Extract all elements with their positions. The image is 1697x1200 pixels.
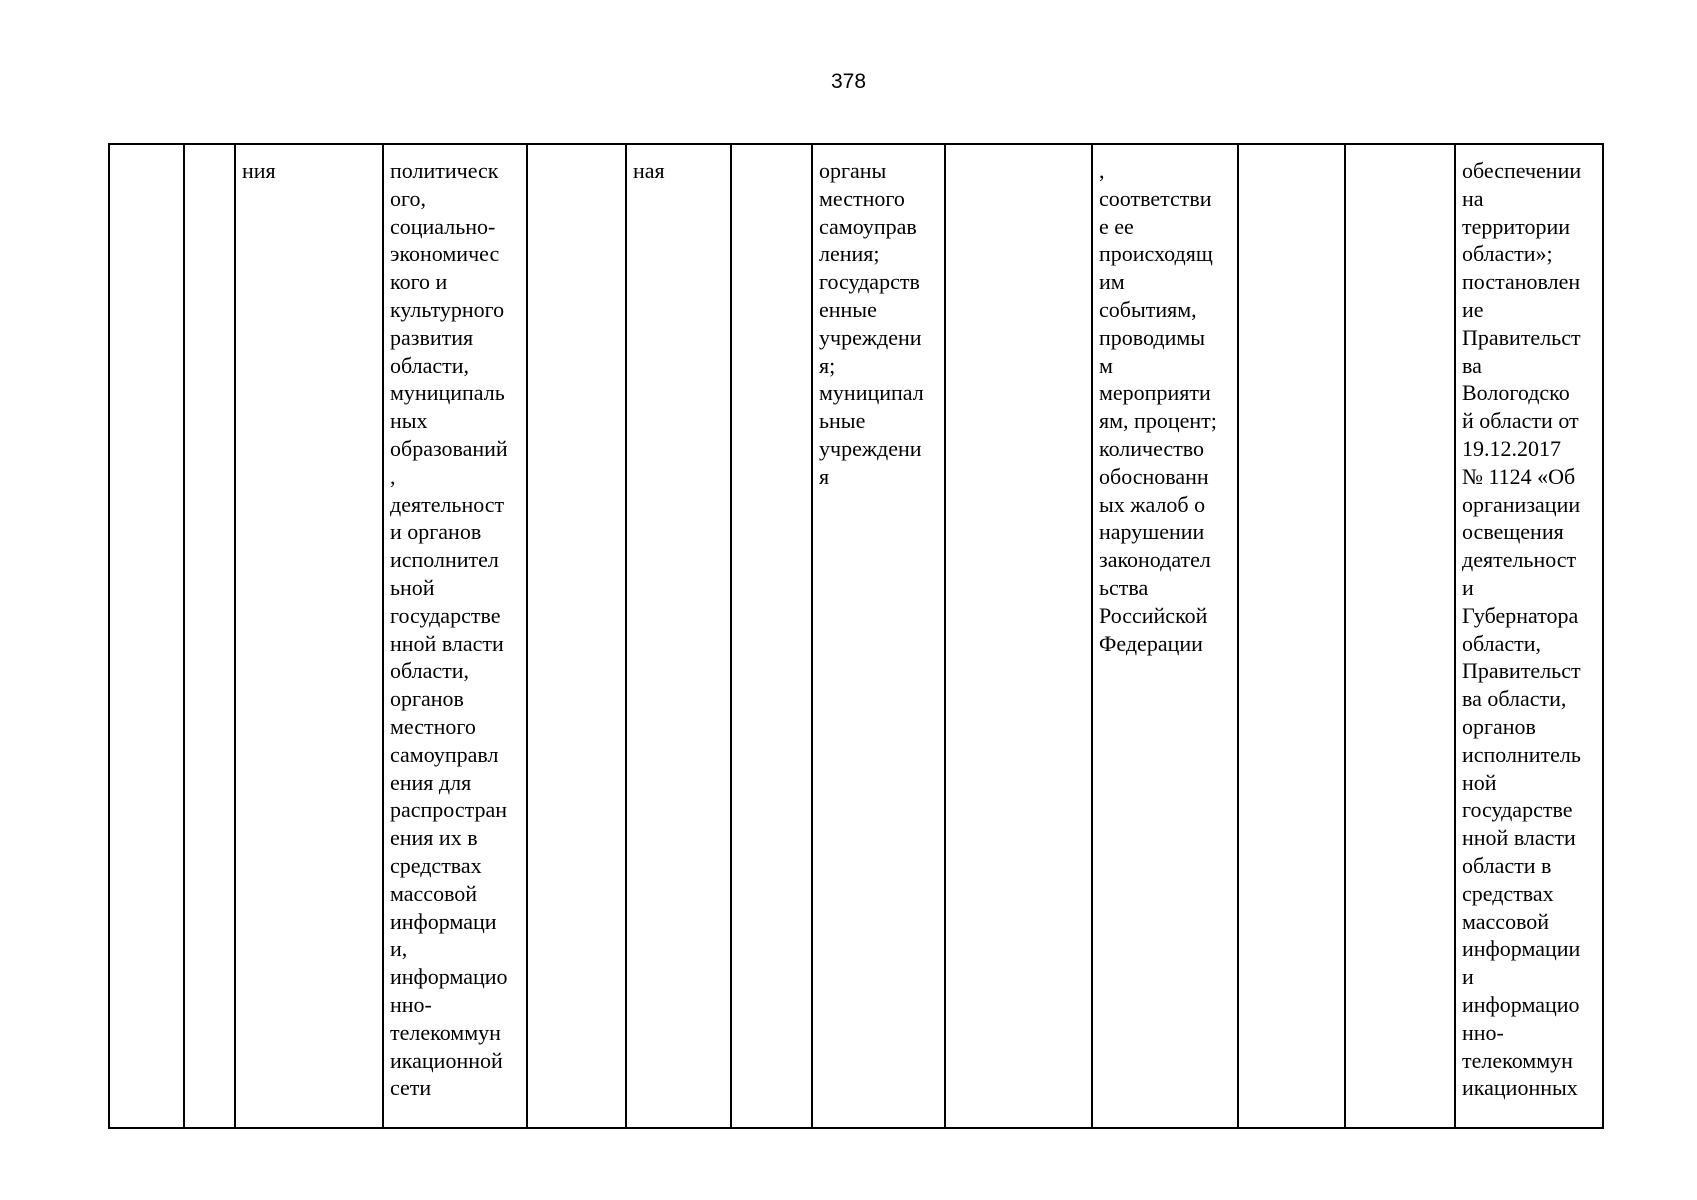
table-cell-7: [731, 144, 812, 1128]
table-cell-11: [1238, 144, 1345, 1128]
table-cell-8: органы местного самоуправ ления; государств енные учреждени я; муниципал ьные учреждени я: [812, 144, 945, 1128]
table-cell-2: [184, 144, 235, 1128]
table-cell-10: , соответстви е ее происходящ им событиям, проводимы м мероприяти ям, процент; количество обоснованн ых жалоб о нарушении законодател ьства Российской Федерации: [1092, 144, 1238, 1128]
table-cell-12: [1345, 144, 1455, 1128]
table-cell-13: обеспечении на территории области»; постановлен ие Правительст ва Вологодско й области от 19.12.2017 № 1124 «Об организации освещения деятельност и Губернатора области, Правительст ва области, органов исполнитель ной государстве нной власти области в средствах массовой информации и информацио нно- телекоммун икационных: [1455, 144, 1603, 1128]
table-cell-3: ния: [235, 144, 383, 1128]
table-row: [109, 144, 1603, 1128]
table-cell-5: [527, 144, 626, 1128]
page-number: 378: [830, 70, 867, 93]
table-cell-6: ная: [626, 144, 731, 1128]
table-cell-1: [109, 144, 184, 1128]
table-cell-4: политическ ого, социально- экономичес кого и культурного развития области, муниципаль ных образований , деятельност и органов исполнител ьной государстве нной власти области, органов местного самоуправл ения для распростран ения их в средствах массовой информаци и, информацио нно- телекоммун икационной сети: [383, 144, 527, 1128]
table-cell-9: [945, 144, 1092, 1128]
document-table: [108, 143, 1604, 1129]
